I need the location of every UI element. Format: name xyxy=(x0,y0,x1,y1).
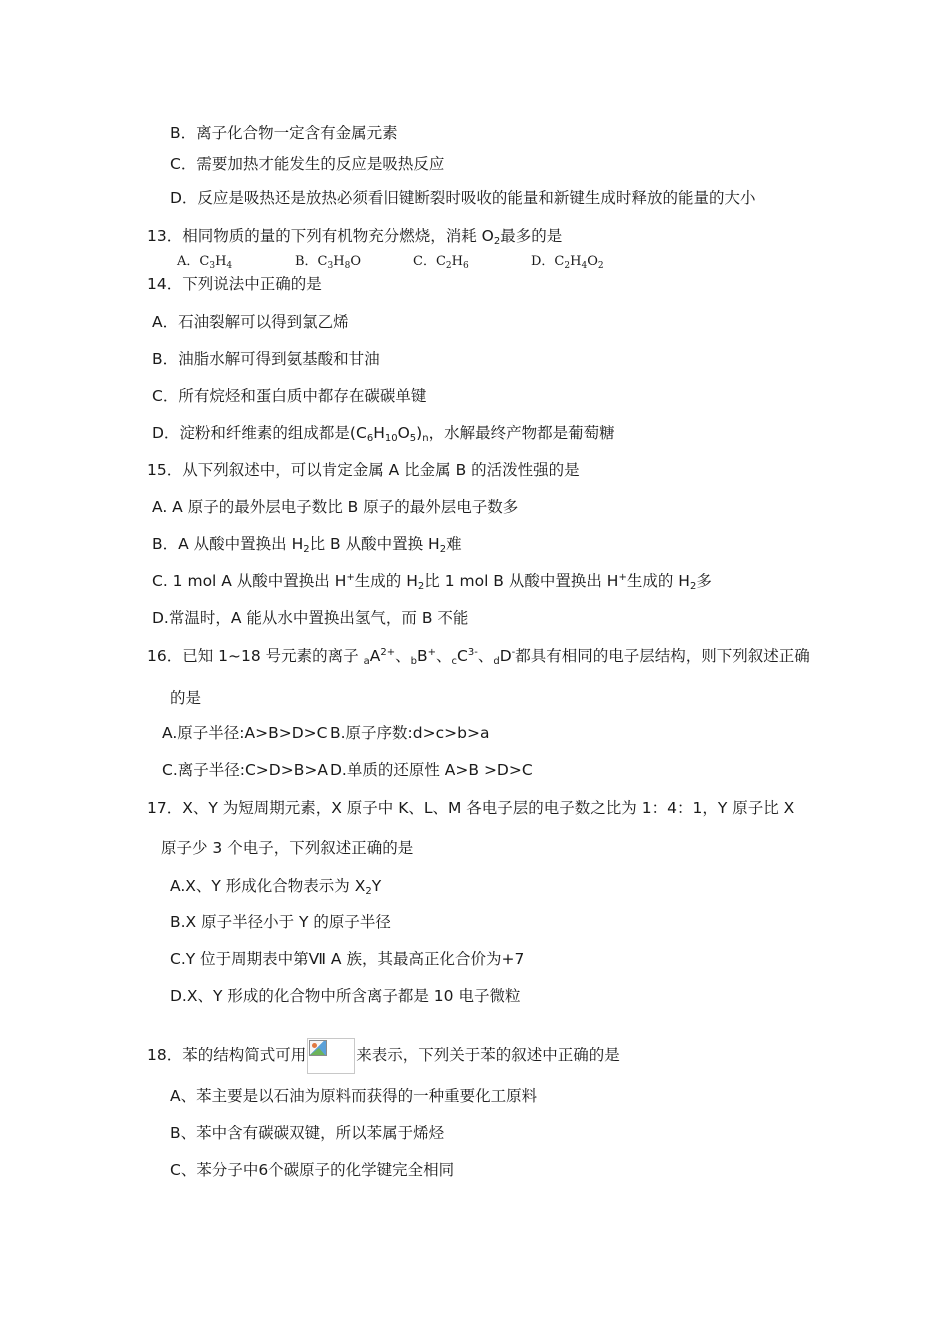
option-15b: B．A 从酸中置换出 $H_2$比 B 从酸中置换 $H_2$难 xyxy=(152,535,462,555)
benzene-structure-image xyxy=(307,1038,355,1074)
question-17: 17．X、Y 为短周期元素，X 原子中 K、L、M 各电子层的电子数之比为 1：4：1，Y 原子比 X xyxy=(147,799,795,817)
option-12b: B．离子化合物一定含有金属元素 xyxy=(170,124,398,142)
image-placeholder-icon xyxy=(309,1040,327,1056)
option-18a: A、苯主要是以石油为原料而获得的一种重要化工原料 xyxy=(170,1087,538,1105)
option-16c: C.离子半径:C>D>B>A xyxy=(162,761,328,779)
option-15d: D.常温时，A 能从水中置换出氢气，而 B 不能 xyxy=(152,609,469,627)
option-14a: A．石油裂解可以得到氯乙烯 xyxy=(152,313,349,331)
option-14c: C．所有烷烃和蛋白质中都存在碳碳单键 xyxy=(152,387,427,405)
question-16-continued: 的是 xyxy=(170,689,202,707)
option-13b: B．$C_3H_8O$ xyxy=(295,254,361,271)
option-16d: D.单质的还原性 A>B >D>C xyxy=(330,761,533,779)
question-13-options xyxy=(177,252,604,272)
option-13c: C．$C_2H_6$ xyxy=(413,254,469,271)
option-14b: B．油脂水解可得到氨基酸和甘油 xyxy=(152,350,380,368)
question-17-continued: 原子少 3 个电子，下列叙述正确的是 xyxy=(161,839,414,857)
question-13: 13．相同物质的量的下列有机物充分燃烧，消耗 $O_2$最多的是 xyxy=(147,227,563,247)
question-16: 16．已知 1~18 号元素的离子 $_aA^{2+}$、$_b$B+、$_cC^{3-}$、$_d$D-都具有相同的电子层结构，则下列叙述正确 xyxy=(147,647,810,667)
option-17d: D.X、Y 形成的化合物中所含离子都是 10 电子微粒 xyxy=(170,987,521,1005)
option-12c: C．需要加热才能发生的反应是吸热反应 xyxy=(170,155,445,173)
question-15: 15．从下列叙述中，可以肯定金属 A 比金属 B 的活泼性强的是 xyxy=(147,461,580,479)
option-15c: C. 1 mol A 从酸中置换出 H+生成的 $H_2$比 1 mol B 从酸中置换出 H+生成的 $H_2$多 xyxy=(152,572,712,592)
option-17c: C.Y 位于周期表中第Ⅶ A 族，其最高正化合价为+7 xyxy=(170,950,525,968)
question-14: 14．下列说法中正确的是 xyxy=(147,275,322,293)
option-15a: A. A 原子的最外层电子数比 B 原子的最外层电子数多 xyxy=(152,498,519,516)
option-17b: B.X 原子半径小于 Y 的原子半径 xyxy=(170,913,391,931)
option-13a: A．$C_3H_4$ xyxy=(177,254,233,271)
question-18: 18．苯的结构简式可用 来表示，下列关于苯的叙述中正确的是 xyxy=(147,1038,620,1074)
option-16a: A.原子半径:A>B>D>C xyxy=(162,724,328,742)
option-18b: B、苯中含有碳碳双键，所以苯属于烯烃 xyxy=(170,1124,445,1142)
option-17a: A.X、Y 形成化合物表示为 $X_2Y$ xyxy=(170,877,382,897)
option-12d: D．反应是吸热还是放热必须看旧键断裂时吸收的能量和新键生成时释放的能量的大小 xyxy=(170,189,756,207)
option-18c: C、苯分子中6个碳原子的化学键完全相同 xyxy=(170,1161,455,1179)
option-13d: D．$C_2H_4O_2$ xyxy=(531,254,604,271)
option-14d: D．淀粉和纤维素的组成都是$(C_6H_{10}O_5)_n$，水解最终产物都是葡萄糖 xyxy=(152,424,615,444)
option-16b: B.原子序数:d>c>b>a xyxy=(330,724,490,742)
